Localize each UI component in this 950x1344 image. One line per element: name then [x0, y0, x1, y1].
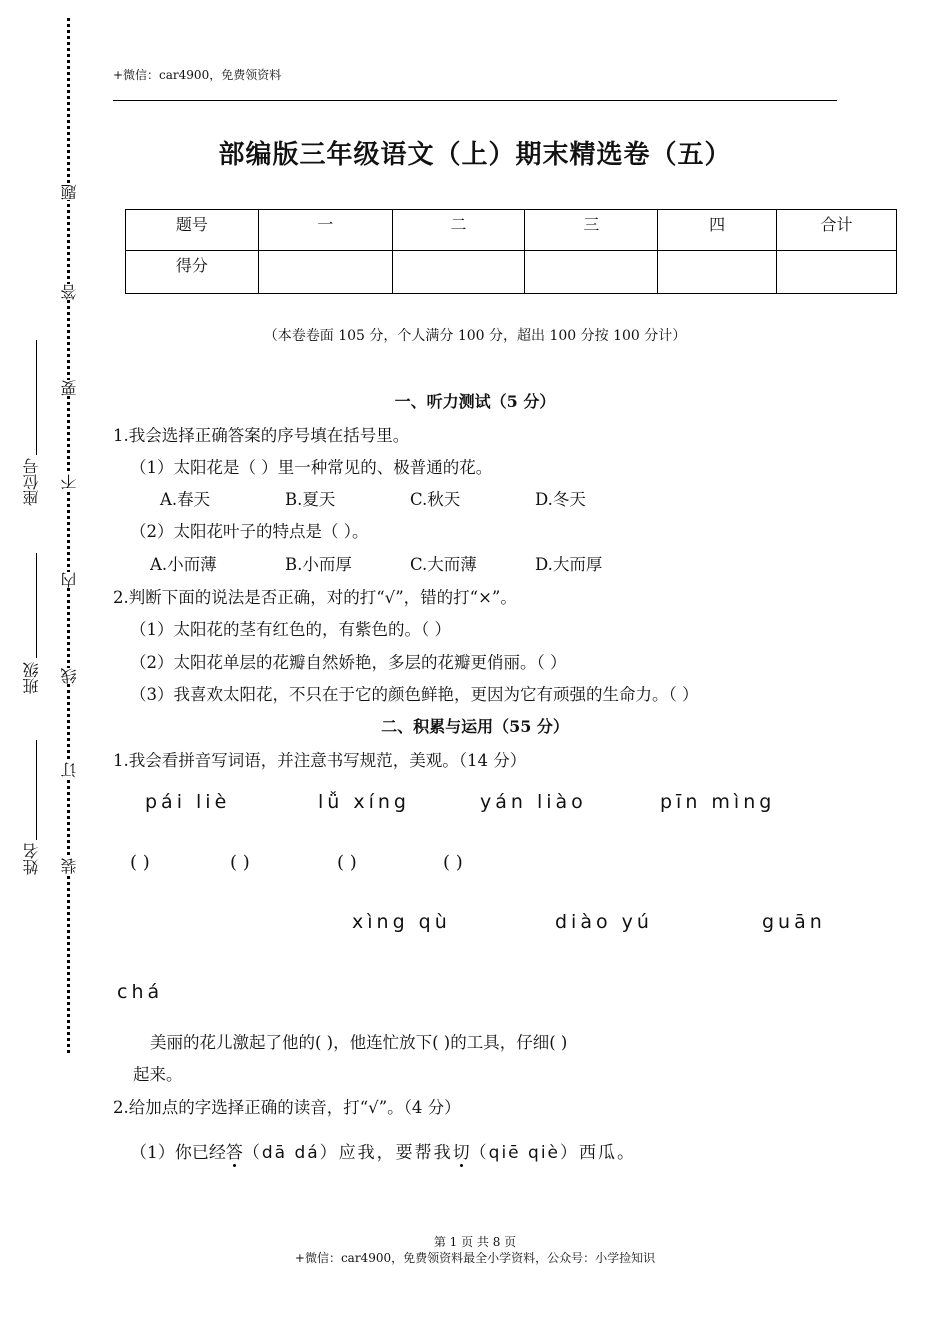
option: C.大而薄: [410, 555, 477, 574]
option: B.小而厚: [285, 555, 352, 574]
score-header: 题号: [126, 210, 259, 251]
score-row-label: 得分: [126, 251, 259, 294]
question: （1）太阳花是（ ）里一种常见的、极普通的花。: [130, 458, 493, 477]
question: 1.我会看拼音写词语，并注意书写规范，美观。（14 分）: [113, 751, 527, 770]
score-cell[interactable]: [525, 251, 658, 294]
score-table: [125, 209, 897, 294]
question: （2）太阳花叶子的特点是（ ）。: [130, 522, 369, 541]
score-header: 合计: [777, 210, 897, 251]
pinyin: pái liè: [145, 791, 231, 813]
binding-dotted-line: [67, 18, 70, 1053]
header-rule: [113, 100, 837, 101]
question: 1.我会选择正确答案的序号填在括号里。: [113, 426, 410, 445]
option: A.春天: [160, 490, 211, 509]
header-note: +微信：car4900，免费领资料: [113, 68, 282, 82]
option: B.夏天: [285, 490, 336, 509]
q2-part: （dā dá）应我，要帮我: [242, 1143, 453, 1163]
pinyin: yán liào: [480, 791, 587, 813]
page-title: 部编版三年级语文（上）期末精选卷（五）: [218, 140, 732, 170]
pinyin: chá: [117, 981, 164, 1003]
question: （2）太阳花单层的花瓣自然娇艳，多层的花瓣更俏丽。（ ）: [130, 653, 567, 672]
name-line: [36, 740, 37, 840]
question: 2.判断下面的说法是否正确，对的打“√”，错的打“×”。: [113, 588, 517, 607]
section1-title: 一、听力测试（5 分）: [394, 392, 556, 411]
pinyin: lǚ xíng: [318, 791, 410, 813]
score-header: 一: [258, 210, 392, 251]
answer-blank[interactable]: ( ): [443, 852, 463, 873]
pinyin: xìng qù: [352, 911, 451, 933]
option: D.冬天: [535, 490, 586, 509]
answer-blank[interactable]: ( ): [130, 852, 150, 873]
score-header: 四: [658, 210, 777, 251]
binding-char: 内: [60, 572, 79, 588]
binding-char: 题: [60, 184, 79, 200]
score-header: 二: [392, 210, 525, 251]
score-cell[interactable]: [392, 251, 525, 294]
footer-note: +微信：car4900，免费领资料最全小学资料，公众号：小学捡知识: [294, 1251, 656, 1265]
page-number: 第 1 页 共 8 页: [433, 1235, 517, 1249]
q2-part: （qiē qiè）西瓜。: [469, 1143, 637, 1163]
class-label: 班级: [22, 662, 41, 694]
option: D.大而厚: [535, 555, 603, 574]
class-line: [36, 553, 37, 658]
answer-blank[interactable]: ( ): [230, 852, 250, 873]
sentence: 起来。: [133, 1065, 183, 1084]
option: A.小而薄: [150, 555, 217, 574]
score-cell[interactable]: [258, 251, 392, 294]
binding-char: 装: [60, 858, 79, 874]
pinyin: guān: [762, 911, 826, 933]
score-note: （本卷卷面 105 分，个人满分 100 分，超出 100 分按 100 分计）: [263, 328, 687, 344]
binding-char: 线: [60, 668, 79, 684]
score-cell[interactable]: [777, 251, 897, 294]
answer-blank[interactable]: ( ): [337, 852, 357, 873]
dotted-char: 切: [452, 1143, 470, 1163]
sentence: 美丽的花儿激起了他的( )，他连忙放下( )的工具，仔细( ): [150, 1033, 568, 1052]
q2-part: （1）你已经: [130, 1143, 226, 1163]
binding-char: 答: [60, 284, 79, 300]
pinyin: pīn mìng: [660, 791, 776, 813]
pinyin: diào yú: [555, 911, 653, 933]
name-label: 姓名: [22, 843, 41, 875]
binding-char: 要: [60, 380, 79, 396]
score-cell[interactable]: [658, 251, 777, 294]
dotted-char: 答: [225, 1143, 243, 1163]
score-header: 三: [525, 210, 658, 251]
binding-char: 不: [60, 474, 79, 490]
seat-label: 座位号: [22, 458, 41, 506]
question: 2.给加点的字选择正确的读音，打“√”。（4 分）: [113, 1098, 461, 1117]
question: [130, 1138, 636, 1163]
question: （3）我喜欢太阳花，不只在于它的颜色鲜艳，更因为它有顽强的生命力。（ ）: [130, 685, 699, 704]
question: （1）太阳花的茎有红色的，有紫色的。（ ）: [130, 620, 451, 639]
binding-char: 订: [60, 762, 79, 778]
section2-title: 二、积累与运用（55 分）: [381, 717, 569, 736]
option: C.秋天: [410, 490, 461, 509]
